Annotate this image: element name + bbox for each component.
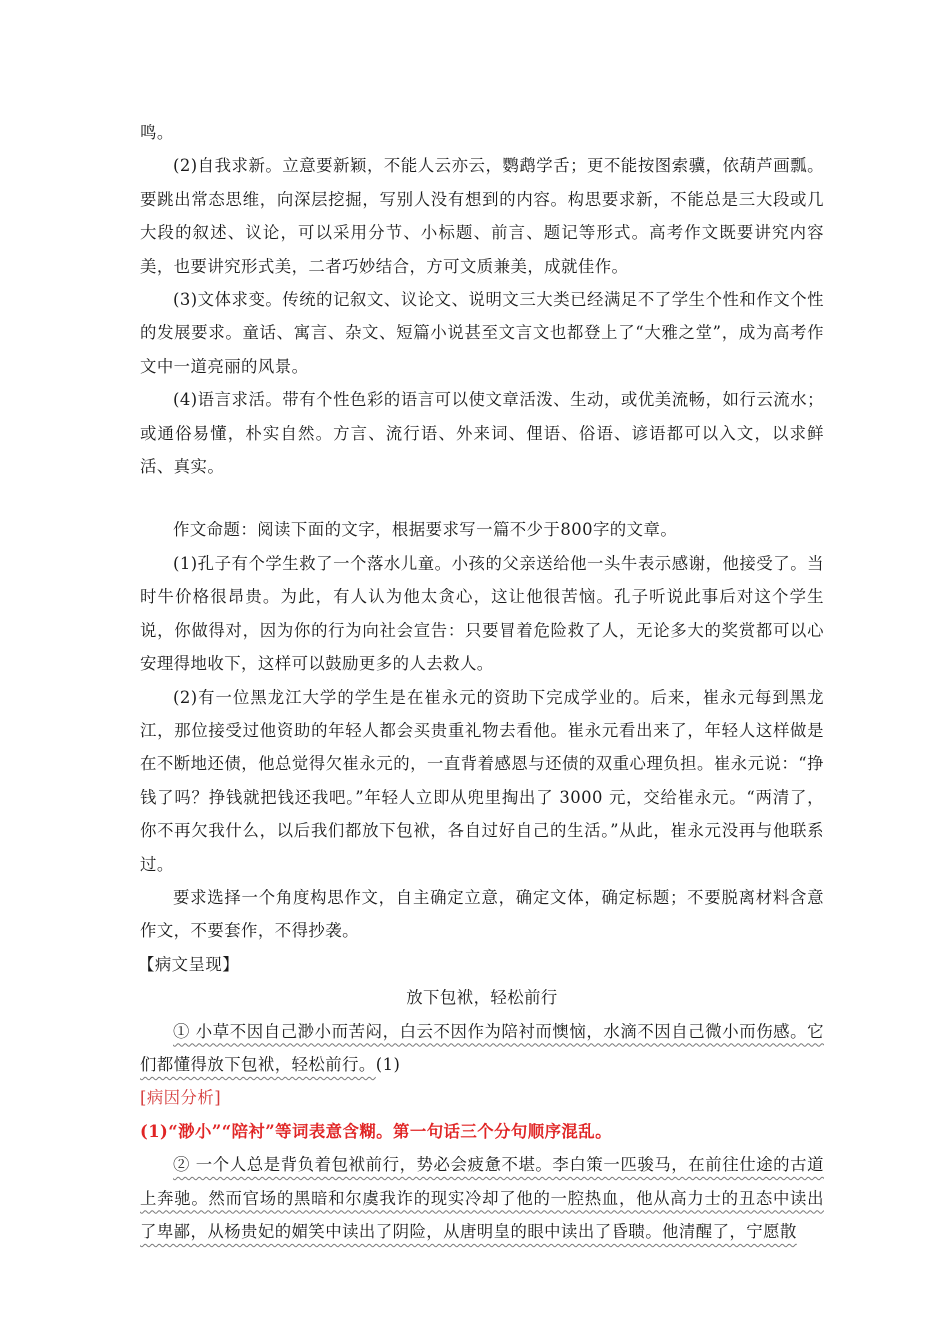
- sample-essay-paragraph-2: [140, 1148, 824, 1248]
- wavy-underlined-text: ② 一个人总是背负着包袱前行，势必会疲惫不堪。李白策一匹骏马，在前往仕途的古道上奔驰。然而官场的黑暗和尔虞我诈的现实冷却了他的一腔热血，他从高力士的丑态中读出了卑鄙，从杨贵妃的媚笑中读出了阴险，从唐明皇的眼中读出了昏聩。他清醒了，宁愿散: [140, 1155, 824, 1241]
- sample-essay-paragraph-1: [140, 1015, 824, 1082]
- document-page: [140, 116, 824, 1248]
- analysis-label: [病因分析]: [140, 1088, 222, 1108]
- essay-material-1: (1)孔子有个学生救了一个落水儿童。小孩的父亲送给他一头牛表示感谢，他接受了。当时牛价格很昂贵。为此，有人认为他太贪心，这让他很苦恼。孔子听说此事后对这个学生说，你做得对，因为你的行为向社会宣告：只要冒着危险救了人，无论多大的奖赏都可以心安理得地收下，这样可以鼓励更多的人去救人。: [140, 553, 824, 674]
- paragraph-innovation: (2)自我求新。立意要新颖，不能人云亦云，鹦鹉学舌；更不能按图索骥，依葫芦画瓢。要跳出常态思维，向深层挖掘，写别人没有想到的内容。构思要求新，不能总是三大段或几大段的叙述、议论，可以采用分节、小标题、前言、题记等形式。高考作文既要讲究内容美，也要讲究形式美，二者巧妙结合，方可文质兼美，成就佳作。: [140, 156, 824, 276]
- sample-essay-title: 放下包袱，轻松前行: [406, 988, 558, 1008]
- wavy-underlined-text: ① 小草不因自己渺小而苦闷，白云不因作为陪衬而懊恼，水滴不因自己微小而伤感。它们都懂得放下包袱，轻松前行。: [140, 1021, 824, 1074]
- paragraph-continuation: 鸣。: [140, 123, 174, 142]
- analysis-text: (1)“渺小”“陪衬”等词表意含糊。第一句话三个分句顺序混乱。: [140, 1121, 612, 1141]
- annotation-marker: (1): [375, 1054, 401, 1074]
- essay-prompt-intro: 作文命题：阅读下面的文字，根据要求写一篇不少于800字的文章。: [173, 520, 678, 540]
- sample-essay-label: 【病文呈现】: [138, 954, 240, 974]
- paragraph-language: (4)语言求活。带有个性色彩的语言可以使文章活泼、生动，或优美流畅，如行云流水；或通俗易懂，朴实自然。方言、流行语、外来词、俚语、俗语、谚语都可以入文，以求鲜活、真实。: [140, 390, 824, 477]
- essay-requirements: 要求选择一个角度构思作文，自主确定立意，确定文体，确定标题；不要脱离材料含意作文，不要套作，不得抄袭。: [140, 887, 824, 941]
- essay-material-2: (2)有一位黑龙江大学的学生是在崔永元的资助下完成学业的。后来，崔永元每到黑龙江，那位接受过他资助的年轻人都会买贵重礼物去看他。崔永元看出来了，年轻人这样做是在不断地还债，他总觉得欠崔永元的，一直背着感恩与还债的双重心理负担。崔永元说：“挣钱了吗？挣钱就把钱还我吧。”年轻人立即从兜里掏出了 3000 元，交给崔永元。“两清了，你不再欠我什么，以后我们都放下包袱，各自过好自己的生活。”从此，崔永元没再与他联系过。: [140, 687, 824, 874]
- paragraph-genre: (3)文体求变。传统的记叙文、议论文、说明文三大类已经满足不了学生个性和作文个性的发展要求。童话、寓言、杂文、短篇小说甚至文言文也都登上了“大雅之堂”，成为高考作文中一道亮丽的风景。: [140, 290, 824, 376]
- section-gap: [140, 483, 824, 513]
